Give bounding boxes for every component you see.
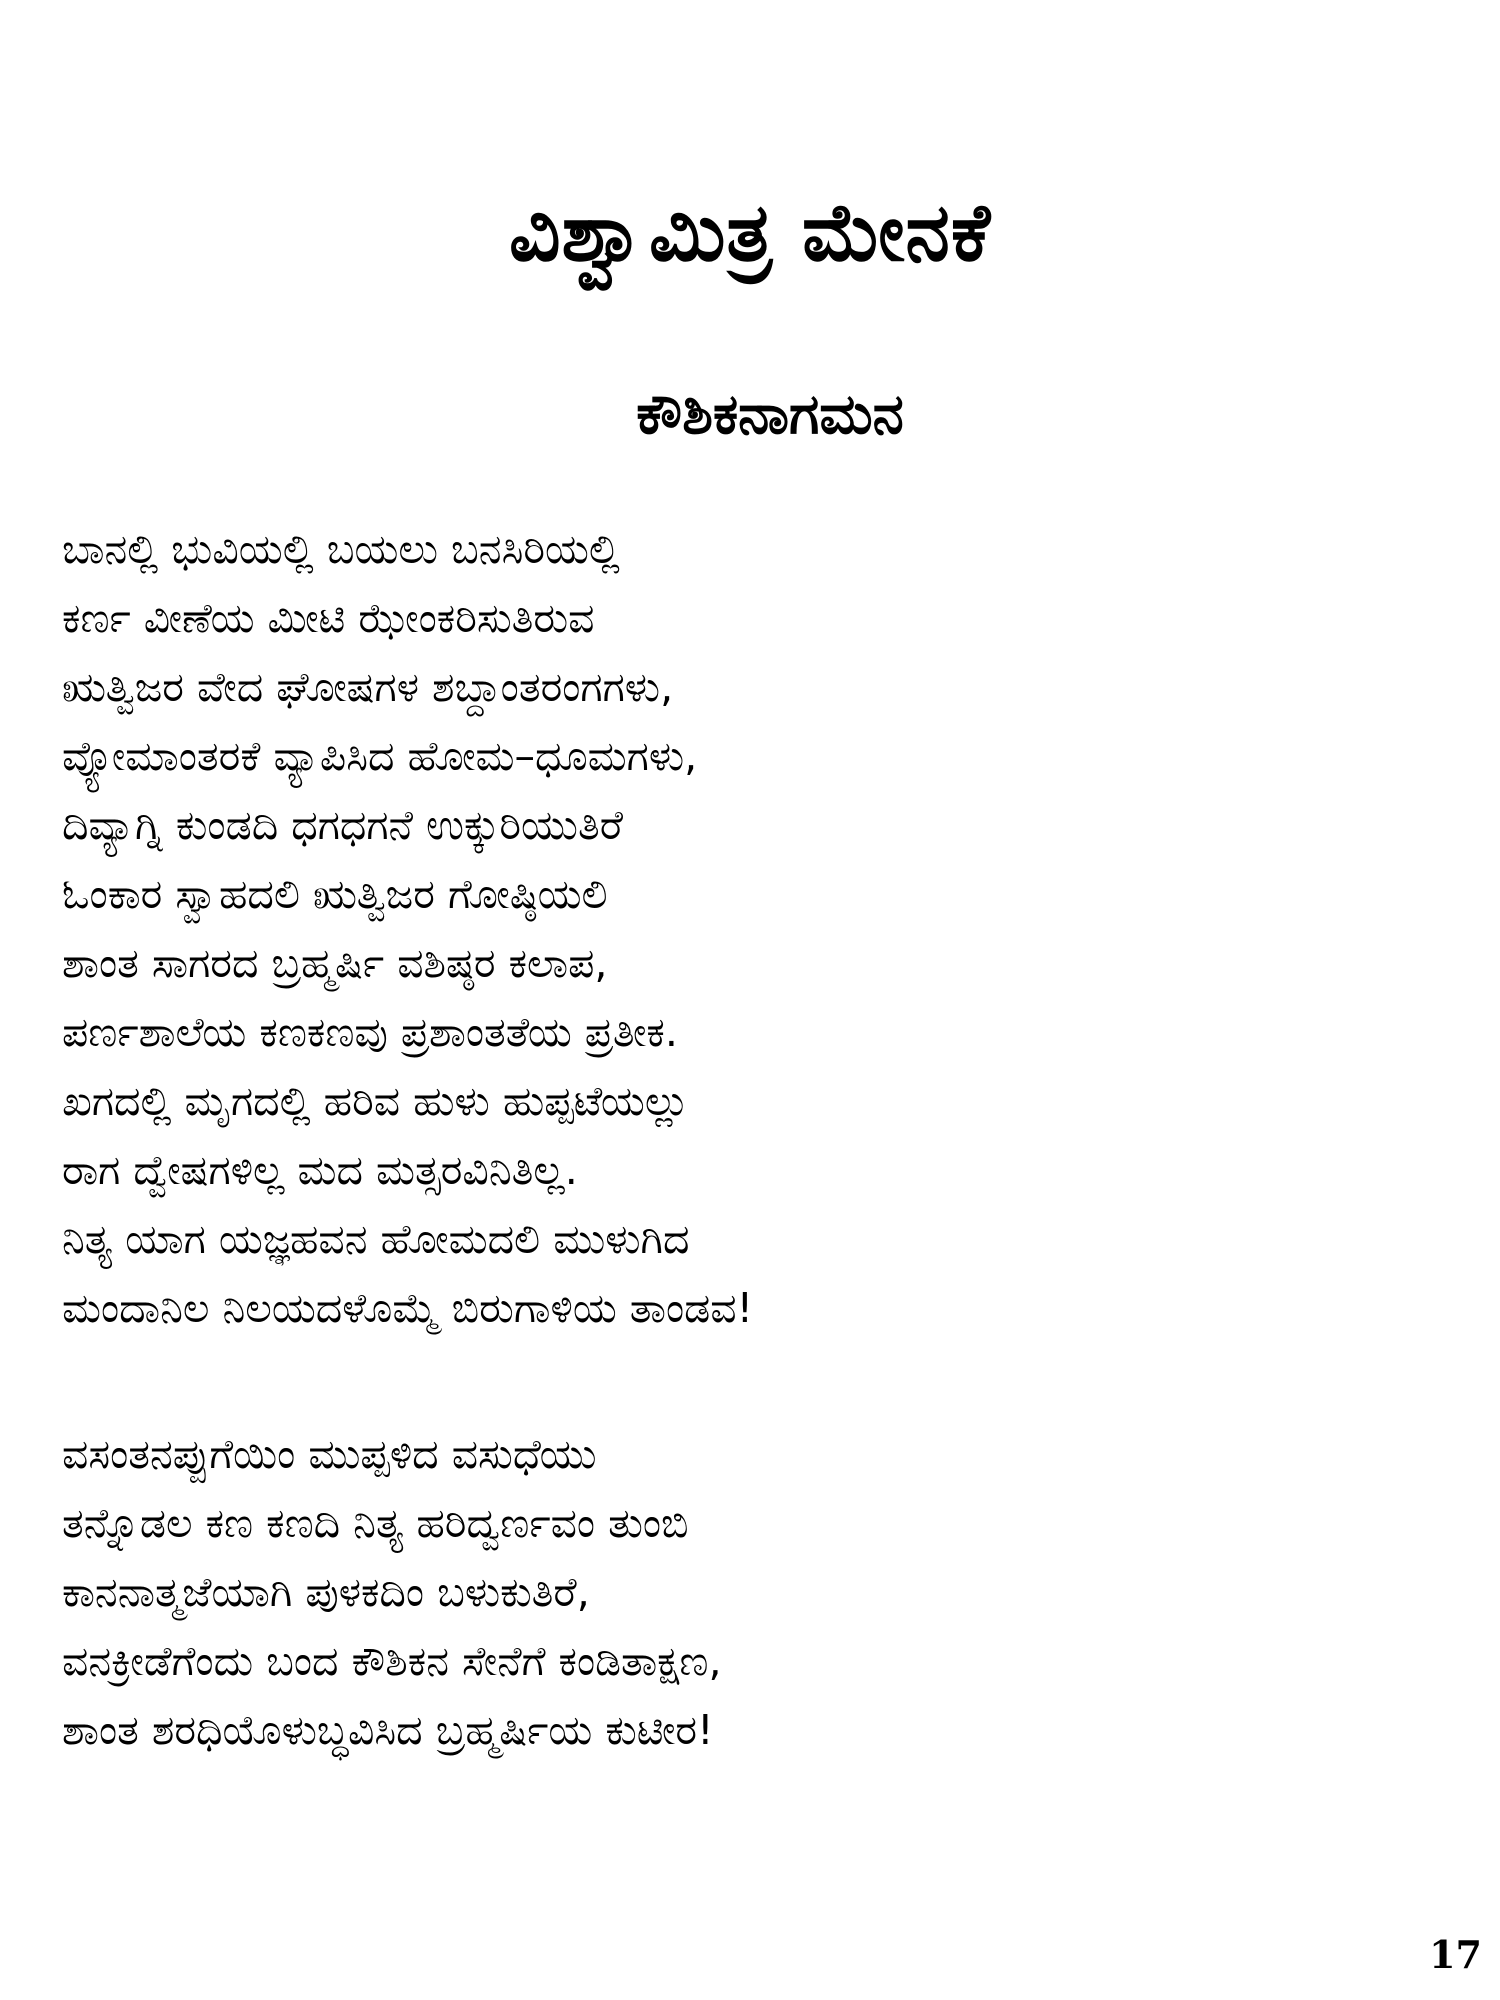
poem-line: ಶಾಂತ ಸಾಗರದ ಬ್ರಹ್ಮರ್ಷಿ ವಶಿಷ್ಠರ ಕಲಾಪ, <box>62 939 608 987</box>
poem-line: ನಿತ್ಯ ಯಾಗ ಯಜ್ಞಹವನ ಹೋಮದಲಿ ಮುಳುಗಿದ <box>62 1215 690 1263</box>
poem-line: ಕರ್ಣ ವೀಣೆಯ ಮೀಟಿ ಝೇಂಕರಿಸುತಿರುವ <box>62 594 595 642</box>
poem-line: ಕಾನನಾತ್ಮಜೆಯಾಗಿ ಪುಳಕದಿಂ ಬಳುಕುತಿರೆ, <box>62 1568 590 1616</box>
poem-line: ದಿವ್ಯಾಗ್ನಿ ಕುಂಡದಿ ಧಗಧಗನೆ ಉಕ್ಕುರಿಯುತಿರೆ <box>62 801 624 849</box>
poem-line: ಪರ್ಣಶಾಲೆಯ ಕಣಕಣವು ಪ್ರಶಾಂತತೆಯ ಪ್ರತೀಕ. <box>62 1008 678 1056</box>
poem-line: ಬಾನಲ್ಲಿ ಭುವಿಯಲ್ಲಿ ಬಯಲು ಬನಸಿರಿಯಲ್ಲಿ <box>62 525 620 573</box>
poem-line: ವ್ಯೋಮಾಂತರಕೆ ವ್ಯಾಪಿಸಿದ ಹೋಮ–ಧೂಮಗಳು, <box>62 732 698 780</box>
poem-line: ಓಂಕಾರ ಸ್ವಾಹದಲಿ ಋತ್ವಿಜರ ಗೋಷ್ಠಿಯಲಿ <box>62 870 608 918</box>
stanza-1 <box>62 515 1442 1343</box>
poem-line: ಮಂದಾನಿಲ ನಿಲಯದಳೊಮ್ಮೆ ಬಿರುಗಾಳಿಯ ತಾಂಡವ! <box>62 1284 754 1332</box>
page-number: 17 <box>1429 1932 1482 1977</box>
poem-title: ಕೌಶಿಕನಾಗಮನ <box>636 382 904 448</box>
poem-line: ಖಗದಲ್ಲಿ ಮೃಗದಲ್ಲಿ ಹರಿವ ಹುಳು ಹುಪ್ಪಟೆಯಲ್ಲು <box>62 1077 690 1125</box>
poem-line: ವನಕ್ರೀಡೆಗೆಂದು ಬಂದ ಕೌಶಿಕನ ಸೇನೆಗೆ ಕಂಡಿತಾಕ್ಷಣ, <box>62 1637 722 1685</box>
poem-line: ಋತ್ವಿಜರ ವೇದ ಘೋಷಗಳ ಶಬ್ದಾಂತರಂಗಗಳು, <box>62 663 674 711</box>
stanza-2 <box>62 1420 1442 1765</box>
poem-collection-title: ವಿಶ್ವಾಮಿತ್ರ ಮೇನಕೆ <box>508 185 992 279</box>
poem-line: ಶಾಂತ ಶರಧಿಯೊಳುಬ್ಧವಿಸಿದ ಬ್ರಹ್ಮರ್ಷಿಯ ಕುಟೀರ! <box>62 1706 714 1754</box>
poem-line: ತನ್ನೊಡಲ ಕಣ ಕಣದಿ ನಿತ್ಯ ಹರಿದ್ವರ್ಣವಂ ತುಂಬಿ <box>62 1499 689 1547</box>
poem-line: ವಸಂತನಪ್ಪುಗೆಯಿಂ ಮುಪ್ಪಳಿದ ವಸುಧೆಯು <box>62 1430 597 1478</box>
poem-line: ರಾಗ ದ್ವೇಷಗಳಿಲ್ಲ ಮದ ಮತ್ಸರವಿನಿತಿಲ್ಲ. <box>62 1146 578 1194</box>
